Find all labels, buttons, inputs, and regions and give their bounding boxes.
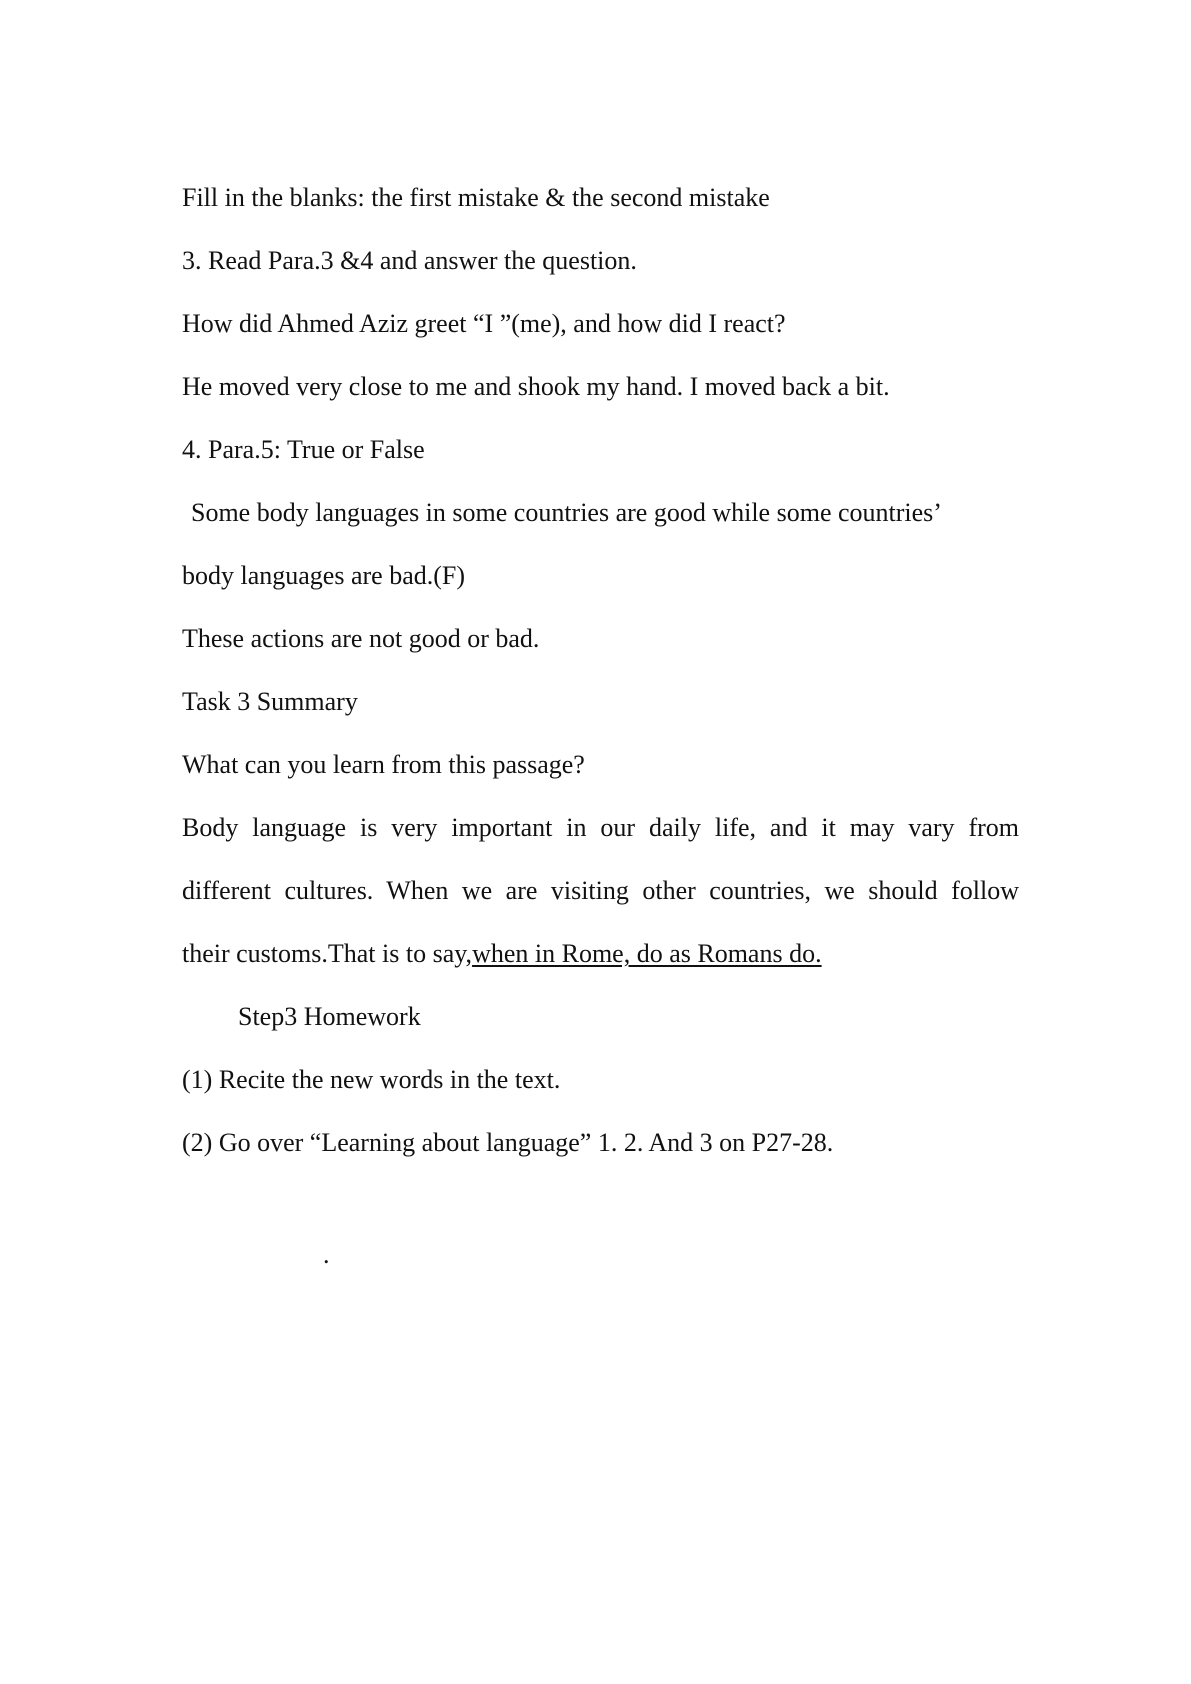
- fill-in-blanks-line: Fill in the blanks: the first mistake & the second mistake: [182, 183, 770, 212]
- question-3-heading: 3. Read Para.3 &4 and answer the question.: [182, 246, 637, 275]
- proverb-underlined: when in Rome, do as Romans do.: [472, 939, 822, 968]
- task-3-heading: Task 3 Summary: [182, 687, 358, 716]
- step-3-heading: Step3 Homework: [238, 1002, 421, 1031]
- stray-period-mark: .: [323, 1240, 330, 1269]
- question-4-heading: 4. Para.5: True or False: [182, 435, 425, 464]
- summary-answer-line-3: [182, 922, 1019, 985]
- true-false-correction: These actions are not good or bad.: [182, 624, 540, 653]
- homework-item-2: (2) Go over “Learning about language” 1. 2. And 3 on P27-28.: [182, 1128, 834, 1157]
- true-false-statement-line-1: Some body languages in some countries are good while some countries’: [191, 498, 942, 527]
- document-body: [182, 166, 1019, 1174]
- summary-answer-line-1: Body language is very important in our daily life, and it may vary from: [182, 813, 1019, 842]
- homework-item-1: (1) Recite the new words in the text.: [182, 1065, 561, 1094]
- true-false-statement-line-2: body languages are bad.(F): [182, 561, 466, 590]
- summary-question: What can you learn from this passage?: [182, 750, 585, 779]
- summary-answer-line-3-text: their customs.That is to say,: [182, 939, 473, 968]
- summary-answer-line-2: different cultures. When we are visiting other countries, we should follow: [182, 876, 1019, 905]
- question-3-answer: He moved very close to me and shook my hand. I moved back a bit.: [182, 372, 890, 401]
- question-3-prompt: How did Ahmed Aziz greet “I ”(me), and how did I react?: [182, 309, 786, 338]
